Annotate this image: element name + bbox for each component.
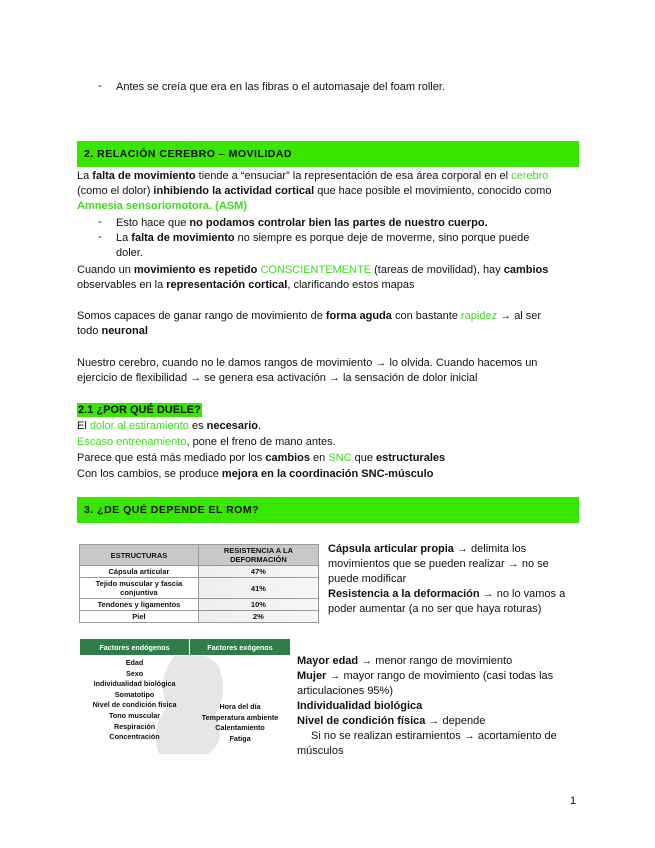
endogenous-factor: Somatotipo [114, 689, 155, 699]
table-header: Factores endógenos [80, 639, 190, 656]
table-row [80, 578, 319, 599]
paragraph-line: Nuestro cerebro, cuando no le damos rangos de movimiento → lo olvida. Cuando hacemos un [77, 357, 538, 369]
structures-table [79, 544, 319, 623]
endogenous-factor: Edad [125, 658, 144, 667]
section-3-heading [77, 497, 579, 523]
table-cell: Tejido muscular y fascia conjuntiva [80, 578, 199, 599]
paragraph-line: observables en la representación cortical, clarificando estos mapas [77, 279, 415, 291]
bullet-dash: - [98, 80, 102, 92]
table-header: RESISTENCIA A LA DEFORMACIÓN [198, 545, 318, 566]
exogenous-factor: Hora del día [219, 702, 261, 711]
bullet-item-cont: doler. [116, 247, 143, 259]
factors-table [79, 638, 291, 746]
factors-text: Mayor edad → menor rango de movimiento Mujer → mayor rango de movimiento (casi todas las articulaciones 95%) Individualidad biológica Nivel de condición física → depende Si no se realizan estiramientos → acortamiento de músculos [297, 655, 557, 757]
exogenous-factor: Temperatura ambiente [201, 712, 279, 722]
section-21-heading: 2.1 ¿POR QUÉ DUELE? [78, 404, 201, 416]
exogenous-factor: Fatiga [229, 733, 251, 743]
table-cell: 47% [198, 566, 318, 578]
paragraph-line: todo neuronal [77, 325, 148, 337]
paragraph-line: Escaso entrenamiento, pone el freno de mano antes. [77, 436, 336, 448]
asm-term: Amnesia sensoriomotora. (ASM) [77, 200, 247, 212]
endogenous-factor: Respiración [113, 721, 156, 731]
section-2-title: 2. RELACIÓN CEREBRO – MOVILIDAD [84, 148, 293, 160]
table-header: Factores exógenos [190, 639, 291, 656]
paragraph-line: Parece que está más mediado por los cambios en SNC que estructurales [77, 452, 446, 464]
page-number: 1 [570, 795, 577, 807]
endogenous-factor: Tono muscular [109, 710, 161, 720]
table-row [80, 599, 319, 611]
exogenous-list [190, 656, 291, 747]
paragraph-line: (como el dolor) inhibiendo la actividad cortical que hace posible el movimiento, conocido como [77, 185, 552, 197]
table-cell: 2% [198, 611, 318, 623]
section-2-heading [77, 141, 579, 167]
paragraph-line: El dolor al estiramiento es necesario. [77, 420, 262, 432]
endogenous-factor: Nivel de condición física [92, 700, 177, 710]
intro-bullet: Antes se creía que era en las fibras o el automasaje del foam roller. [116, 81, 445, 93]
endogenous-factor: Concentración [109, 732, 160, 742]
endogenous-list [80, 656, 190, 747]
paragraph-line: La falta de movimiento tiende a “ensuciar” la representación de esa área corporal en el cerebro [77, 170, 549, 182]
bullet-dash: - [98, 231, 102, 243]
paragraph-line: Con los cambios, se produce mejora en la coordinación SNC-músculo [77, 468, 434, 480]
paragraph-line: Somos capaces de ganar rango de movimiento de forma aguda con bastante rapidez → al ser [77, 310, 542, 322]
capsule-text: Cápsula articular propia → delimita los movimientos que se pueden realizar → no se puede modificar Resistencia a la deformación → no lo vamos a poder aumentar (a no ser que haya roturas) [328, 543, 566, 615]
table-cell: Piel [80, 611, 199, 623]
paragraph-line: Cuando un movimiento es repetido CONSCIENTEMENTE (tareas de movilidad), hay cambios [77, 264, 549, 276]
table-cell: 10% [198, 599, 318, 611]
section-3-title: 3. ¿DE QUÉ DEPENDE EL ROM? [84, 504, 259, 516]
exogenous-factor: Calentamiento [215, 723, 265, 733]
table-row [80, 566, 319, 578]
table-cell: Cápsula articular [80, 566, 199, 578]
paragraph-line: ejercicio de flexibilidad → se genera esa activación → la sensación de dolor inicial [77, 372, 478, 384]
bullet-dash: - [98, 216, 102, 228]
bullet-item: Esto hace que no podamos controlar bien las partes de nuestro cuerpo. [116, 217, 488, 229]
endogenous-factor: Individualidad biológica [93, 679, 176, 689]
bullet-item: La falta de movimiento no siempre es porque deje de moverme, sino porque puede [116, 232, 530, 244]
table-cell: Tendones y ligamentos [80, 599, 199, 611]
endogenous-factor: Sexo [125, 668, 144, 678]
table-header: ESTRUCTURAS [80, 545, 199, 566]
table-cell: 41% [198, 578, 318, 599]
table-row [80, 611, 319, 623]
